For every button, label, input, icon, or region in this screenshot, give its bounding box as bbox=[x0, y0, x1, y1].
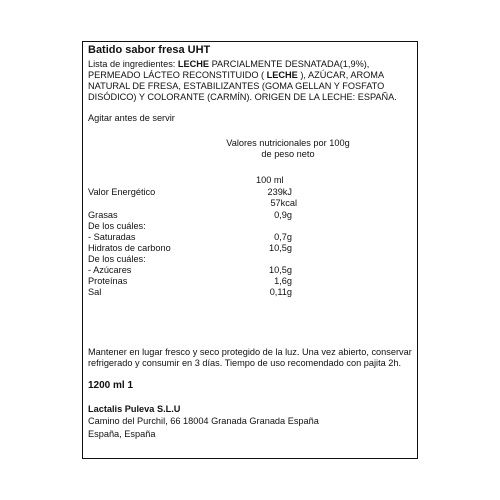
storage-instructions: Mantener en lugar fresco y seco protegido de la luz. Una vez abierto, conservar refrigerado y consumir en 3 días. Tiempo de uso recomendado con pajita 2h. bbox=[88, 347, 412, 368]
nutrition-row-label: Sal bbox=[88, 287, 102, 297]
nutrition-row-label: Grasas bbox=[88, 210, 118, 220]
nutrition-row-label: - Saturadas bbox=[88, 232, 136, 242]
product-label bbox=[82, 41, 418, 459]
nutrition-row-label: Proteínas bbox=[88, 276, 128, 286]
nutrition-row-value: 0,9g bbox=[274, 210, 292, 220]
ingredients-text-1: PARCIALMENTE DESNATADA(1,9%), PERMEADO LÁCTEO RECONSTITUIDO ( bbox=[88, 59, 370, 80]
nutrition-header: Valores nutricionales por 100g de peso neto bbox=[226, 138, 350, 159]
nutrition-row-value: 10,5g bbox=[269, 265, 292, 275]
nutrition-row-label: De los cuáles: bbox=[88, 221, 146, 231]
nutrition-row-label: De los cuáles: bbox=[88, 254, 146, 264]
volume-header: 100 ml bbox=[256, 175, 284, 185]
ingredients-text-2: ), AZÚCAR, AROMA NATURAL DE FRESA, ESTABILIZANTES (GOMA GELLAN Y FOSFATO DISÓDICO) Y COLORANTE (CARMÍN). ORIGEN DE LA LECHE: ESPAÑA. bbox=[88, 69, 397, 102]
ingredients-intro: Lista de ingredientes: bbox=[88, 59, 178, 69]
nutrition-row-value: 1,6g bbox=[274, 276, 292, 286]
shake-instruction: Agitar antes de servir bbox=[88, 113, 175, 123]
nutrition-row-value: 239kJ bbox=[267, 187, 292, 197]
ingredients-list bbox=[88, 59, 412, 103]
nutrition-row-label: Hidratos de carbono bbox=[88, 243, 171, 253]
allergen-milk-2: LECHE bbox=[266, 69, 298, 80]
nutrition-row-label: - Azúcares bbox=[88, 265, 132, 275]
nutrition-row-label: Valor Energético bbox=[88, 187, 156, 197]
product-title: Batido sabor fresa UHT bbox=[88, 44, 211, 56]
company-country: España, España bbox=[88, 429, 156, 439]
nutrition-row-value: 0,7g bbox=[274, 232, 292, 242]
nutrition-row-value: 0,11g bbox=[269, 287, 292, 297]
company-address: Camino del Purchil, 66 18004 Granada Granada España bbox=[88, 416, 319, 426]
nutrition-row-value: 57kcal bbox=[270, 198, 297, 208]
net-quantity: 1200 ml 1 bbox=[88, 380, 134, 391]
allergen-milk-1: LECHE bbox=[177, 59, 210, 69]
company-name: Lactalis Puleva S.L.U bbox=[88, 404, 181, 414]
nutrition-row-value: 10,5g bbox=[269, 243, 292, 253]
